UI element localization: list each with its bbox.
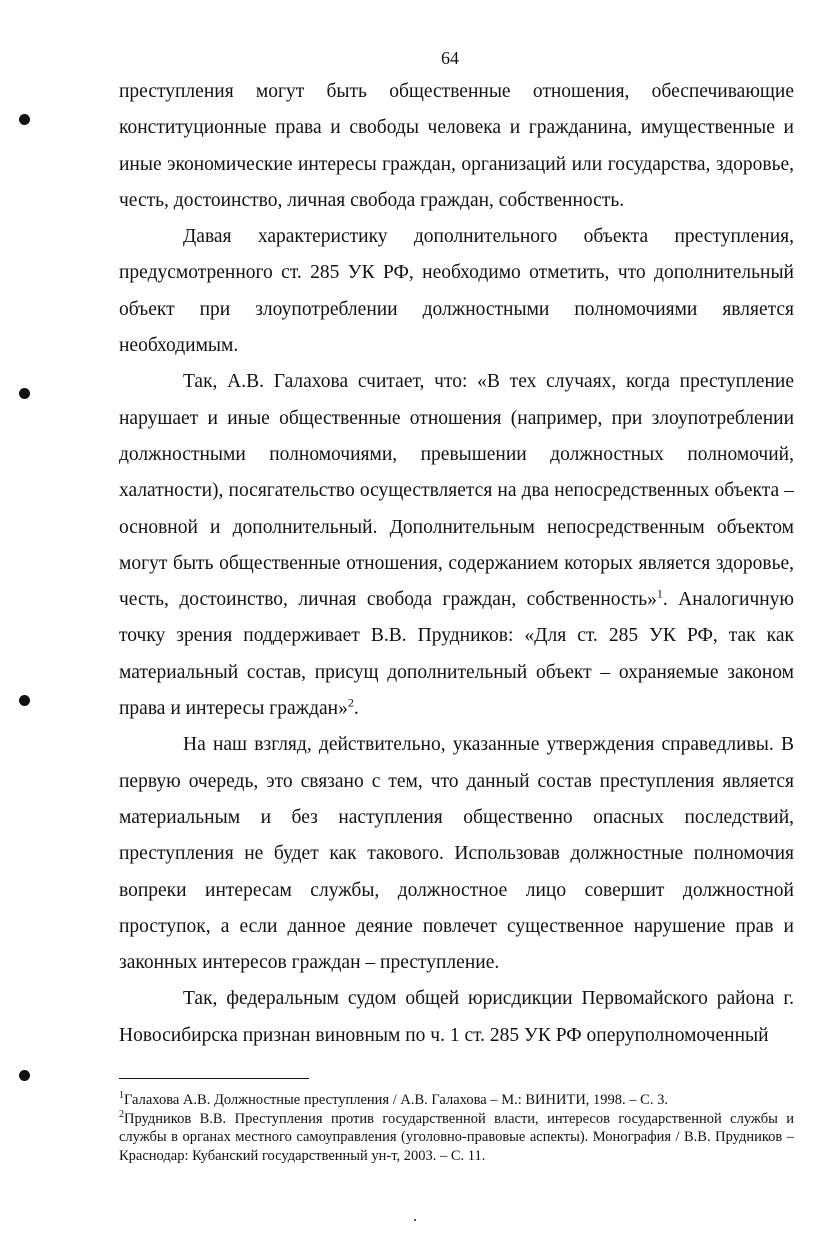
quote-text-part-1: Так, А.В. Галахова считает, что: «В тех случаях, когда преступление нарушает и иные общественные отношения (например, при злоупотреблении должностными полномочиями, превышении должностных полномочий, халатности), посягательство осуществляется на два непосредственных объекта – основной и дополнительный. Дополнительным непосредственным объектом могут быть общественные отношения, содержанием которых является здоровье, честь, достоинство, личная свобода граждан, собственность» [119,371,794,611]
quote-text-part-3: . [353,698,359,720]
footnote-mark-2: 2 [119,1108,124,1120]
paragraph-objects-list: преступления могут быть общественные отношения, обеспечивающие конституционные права и свободы человека и гражданина, имущественные и иные экономические интересы граждан, организаций или государства, здоровье, честь, достоинство, личная свобода граждан, собственность. [119,81,794,211]
footnotes [119,1091,794,1165]
binding-hole-mark [19,695,30,706]
footnote-1 [119,1091,794,1110]
footnote-2 [119,1110,794,1166]
quote-text-part-2: . Аналогичную точку зрения поддерживает В.В. Прудников: «Для ст. 285 УК РФ, так как материальный состав, присущ дополнительный объект – охраняемые законом права и интересы граждан» [119,589,795,720]
footnote-text-1: Галахова А.В. Должностные преступления / А.В. Галахова – М.: ВИНИТИ, 1998. – С. 3. [124,1092,668,1108]
footnote-ref-2: 2 [347,695,354,710]
paragraph-author-view: На наш взгляд, действительно, указанные утверждения справедливы. В первую очередь, это связано с тем, что данный состав преступления является материальным и без наступления общественно опасных последствий, преступления не будет как такового. Использовав должностные полномочия вопреки интересам службы, должностное лицо совершит должностной проступок, а если данное деяние повлечет существенное нарушение прав и законных интересов граждан – преступление. [119,734,794,974]
footnote-ref-1: 1 [656,586,663,601]
paragraph-galakhova-quote [119,364,794,727]
binding-hole-mark [19,114,30,125]
paragraph-additional-object: Давая характеристику дополнительного объекта преступления, предусмотренного ст. 285 УК РФ, необходимо отметить, что дополнительный объект при злоупотреблении должностными полномочиями является необходимым. [119,226,794,357]
binding-hole-mark [19,388,30,399]
binding-hole-mark [19,1070,30,1081]
footnote-text-2: Прудников В.В. Преступления против государственной власти, интересов государственной службы и службы в органах местного самоуправления (уголовно-правовые аспекты). Монография / В.В. Прудников – Краснодар: Кубанский государственный ун-т, 2003. – С. 11. [119,1110,794,1164]
page-number: 64 [441,48,459,68]
scan-artifact-dot [414,1219,416,1221]
footnote-mark-1: 1 [119,1090,124,1102]
main-text [119,74,794,1054]
footnote-separator [119,1078,309,1079]
paragraph-court-case: Так, федеральным судом общей юрисдикции Первомайского района г. Новосибирска признан виновным по ч. 1 ст. 285 УК РФ оперуполномоченный [119,988,794,1046]
